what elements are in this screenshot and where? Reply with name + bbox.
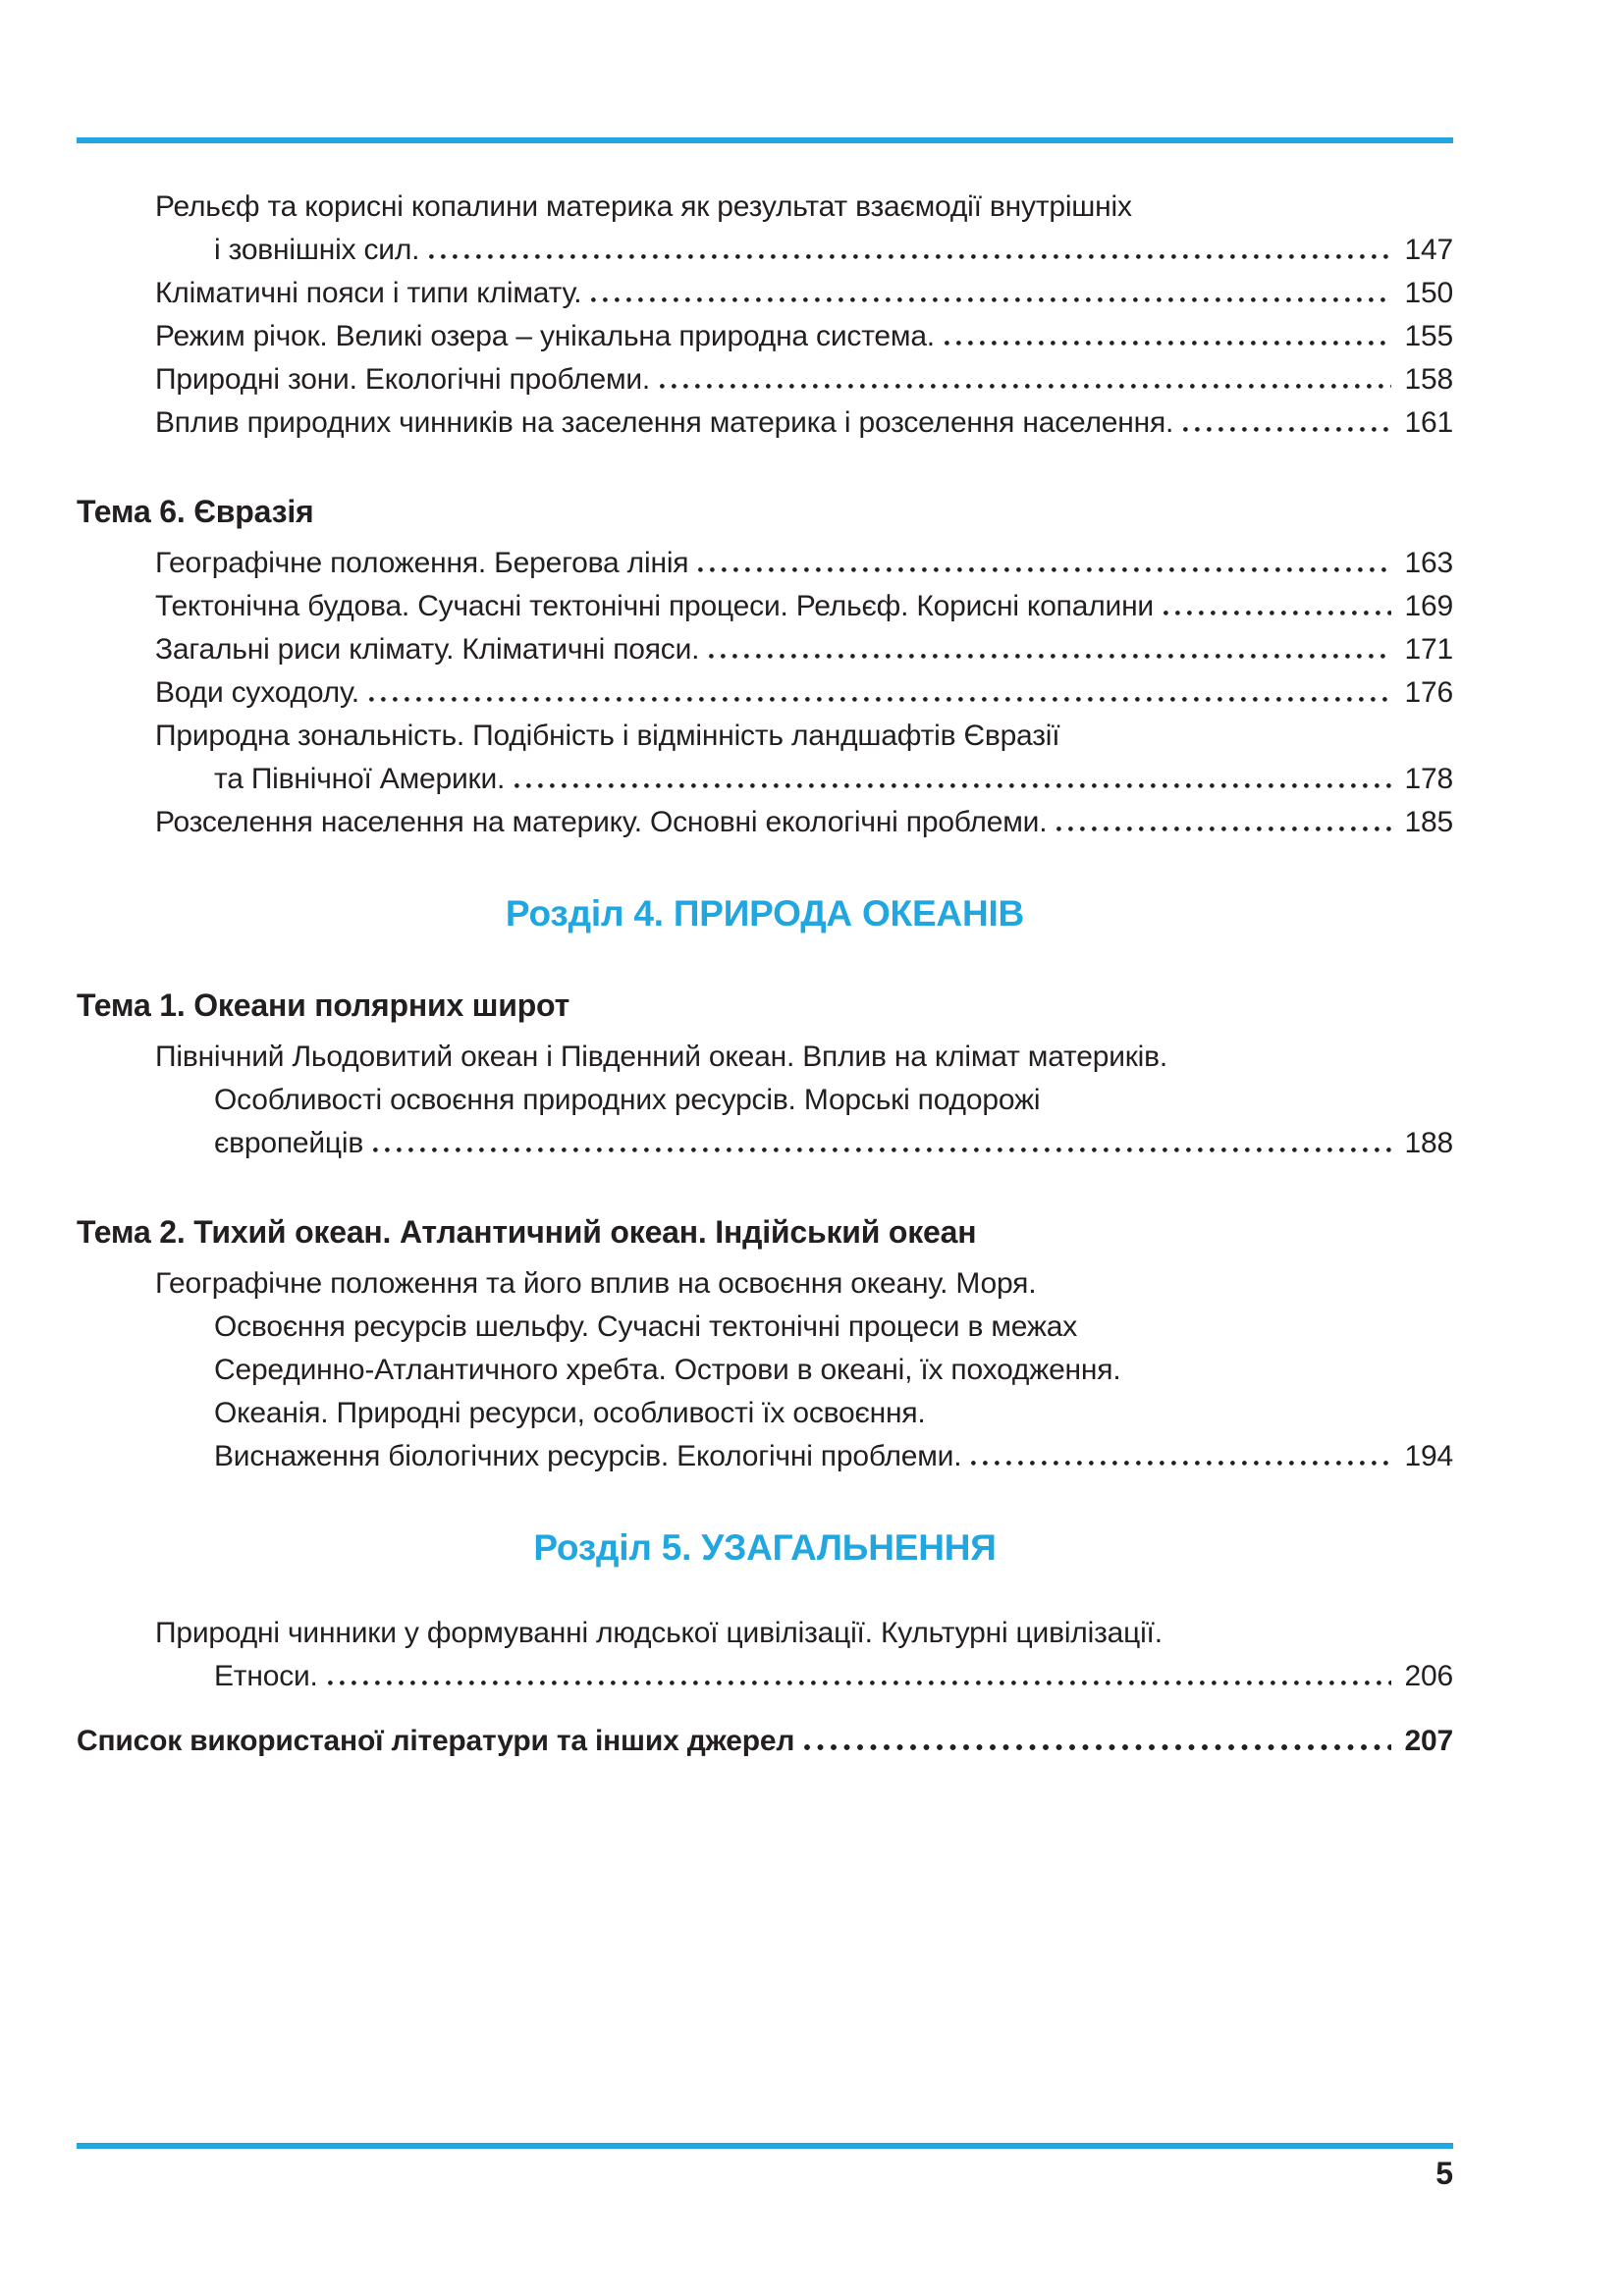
toc-line bbox=[77, 801, 1453, 844]
dot-leader bbox=[328, 1681, 1391, 1685]
chapter-heading: Розділ 5. УЗАГАЛЬНЕННЯ bbox=[533, 1527, 997, 1568]
toc-item bbox=[77, 272, 1453, 315]
toc-entry-text: Освоєння ресурсів шельфу. Сучасні тектонічні процеси в межах bbox=[214, 1310, 1078, 1343]
toc-page-number: 163 bbox=[1404, 547, 1453, 579]
toc-line bbox=[77, 1306, 1453, 1349]
toc-item bbox=[77, 671, 1453, 715]
toc-page-number: 178 bbox=[1404, 763, 1453, 795]
page-number: 5 bbox=[1435, 2156, 1453, 2191]
toc-line bbox=[77, 1122, 1453, 1165]
toc-item bbox=[77, 715, 1453, 801]
toc-line bbox=[77, 628, 1453, 671]
dot-leader bbox=[709, 654, 1390, 659]
toc-page-number: 207 bbox=[1404, 1725, 1453, 1757]
toc-page-number: 169 bbox=[1404, 590, 1453, 622]
toc-entry-text: і зовнішніх сил. bbox=[214, 234, 420, 266]
toc-page-number: 155 bbox=[1404, 320, 1453, 352]
toc-item bbox=[77, 315, 1453, 358]
toc-page-number: 185 bbox=[1404, 806, 1453, 838]
toc-line bbox=[77, 1720, 1453, 1763]
dot-leader bbox=[591, 297, 1390, 302]
toc-entry-text: Природна зональність. Подібність і відмінність ландшафтів Євразії bbox=[155, 720, 1060, 752]
bottom-rule bbox=[77, 2143, 1453, 2149]
dot-leader bbox=[1056, 827, 1390, 831]
toc-line bbox=[77, 272, 1453, 315]
toc-entry-text: Вплив природних чинників на заселення материка і розселення населення. bbox=[155, 406, 1174, 439]
table-of-contents bbox=[77, 186, 1453, 1763]
dot-leader bbox=[804, 1744, 1390, 1750]
toc-page-number: 171 bbox=[1404, 633, 1453, 666]
toc-line bbox=[77, 1036, 1453, 1079]
toc-entry-text: Кліматичні пояси і типи клімату. bbox=[155, 277, 582, 309]
toc-page-number: 158 bbox=[1404, 363, 1453, 396]
toc-line bbox=[77, 671, 1453, 715]
toc-line bbox=[77, 186, 1453, 229]
toc-item bbox=[77, 358, 1453, 401]
toc-entry-text: Природні чинники у формуванні людської цивілізації. Культурні цивілізації. bbox=[155, 1617, 1163, 1649]
top-rule bbox=[77, 137, 1453, 143]
toc-item bbox=[77, 1612, 1453, 1698]
toc-line bbox=[77, 358, 1453, 401]
toc-entry-text: Північний Льодовитий океан і Південний океан. Вплив на клімат материків. bbox=[155, 1041, 1168, 1073]
theme-heading: Тема 2. Тихий океан. Атлантичний океан. Індійський океан bbox=[77, 1214, 977, 1250]
toc-item bbox=[77, 401, 1453, 445]
dot-leader bbox=[1164, 611, 1391, 615]
toc-line bbox=[77, 1612, 1453, 1655]
toc-line bbox=[77, 1079, 1453, 1122]
toc-entry-text: Природні зони. Екологічні проблеми. bbox=[155, 363, 651, 396]
toc-entry-text: Список використаної літератури та інших джерел bbox=[77, 1725, 795, 1757]
toc-line bbox=[77, 401, 1453, 445]
dot-leader bbox=[514, 783, 1390, 788]
toc-line bbox=[77, 1349, 1453, 1392]
toc-entry-text: Географічне положення. Берегова лінія bbox=[155, 547, 689, 579]
toc-line bbox=[77, 1435, 1453, 1478]
chapter-heading: Розділ 4. ПРИРОДА ОКЕАНІВ bbox=[505, 893, 1025, 934]
toc-line bbox=[77, 542, 1453, 585]
dot-leader bbox=[429, 254, 1390, 259]
toc-line bbox=[77, 1262, 1453, 1306]
dot-leader bbox=[698, 567, 1390, 572]
toc-page-number: 161 bbox=[1404, 406, 1453, 439]
toc-entry-text: Рельєф та корисні копалини материка як результат взаємодії внутрішніх bbox=[155, 190, 1132, 223]
toc-item bbox=[77, 1262, 1453, 1478]
toc-item bbox=[77, 1720, 1453, 1763]
toc-item bbox=[77, 801, 1453, 844]
toc-entry-text: Особливості освоєння природних ресурсів. Морські подорожі bbox=[214, 1084, 1041, 1116]
toc-item bbox=[77, 186, 1453, 272]
toc-line bbox=[77, 229, 1453, 272]
toc-page-number: 150 bbox=[1404, 277, 1453, 309]
toc-item bbox=[77, 542, 1453, 585]
toc-page-number: 147 bbox=[1404, 234, 1453, 266]
toc-page-number: 188 bbox=[1404, 1127, 1453, 1159]
toc-entry-text: та Північної Америки. bbox=[214, 763, 506, 795]
theme-heading: Тема 1. Океани полярних широт bbox=[77, 988, 570, 1023]
toc-page-number: 194 bbox=[1404, 1440, 1453, 1472]
toc-entry-text: Серединно-Атлантичного хребта. Острови в океані, їх походження. bbox=[214, 1354, 1121, 1386]
dot-leader bbox=[971, 1461, 1390, 1466]
toc-page-number: 176 bbox=[1404, 676, 1453, 709]
toc-line bbox=[77, 1655, 1453, 1698]
toc-entry-text: Географічне положення та його вплив на освоєння океану. Моря. bbox=[155, 1267, 1037, 1300]
toc-entry-text: Загальні риси клімату. Кліматичні пояси. bbox=[155, 633, 700, 666]
toc-line bbox=[77, 715, 1453, 758]
toc-line bbox=[77, 1392, 1453, 1435]
toc-page-number: 206 bbox=[1404, 1660, 1453, 1692]
dot-leader bbox=[1183, 427, 1390, 432]
toc-line bbox=[77, 758, 1453, 801]
toc-entry-text: Виснаження біологічних ресурсів. Екологічні проблеми. bbox=[214, 1440, 962, 1472]
toc-line bbox=[77, 585, 1453, 628]
toc-entry-text: Води суходолу. bbox=[155, 676, 359, 709]
toc-entry-text: Етноси. bbox=[214, 1660, 318, 1692]
theme-heading: Тема 6. Євразія bbox=[77, 494, 314, 529]
dot-leader bbox=[369, 697, 1391, 702]
dot-leader bbox=[945, 341, 1391, 346]
toc-item bbox=[77, 585, 1453, 628]
toc-entry-text: Режим річок. Великі озера – унікальна природна система. bbox=[155, 320, 935, 352]
toc-line bbox=[77, 315, 1453, 358]
toc-entry-text: Тектонічна будова. Сучасні тектонічні процеси. Рельєф. Корисні копалини bbox=[155, 590, 1154, 622]
toc-entry-text: Океанія. Природні ресурси, особливості їх освоєння. bbox=[214, 1397, 926, 1429]
dot-leader bbox=[373, 1148, 1390, 1152]
toc-entry-text: європейців bbox=[214, 1127, 364, 1159]
toc-item bbox=[77, 1036, 1453, 1165]
toc-entry-text: Розселення населення на материку. Основні екологічні проблеми. bbox=[155, 806, 1048, 838]
dot-leader bbox=[660, 384, 1390, 389]
toc-item bbox=[77, 628, 1453, 671]
